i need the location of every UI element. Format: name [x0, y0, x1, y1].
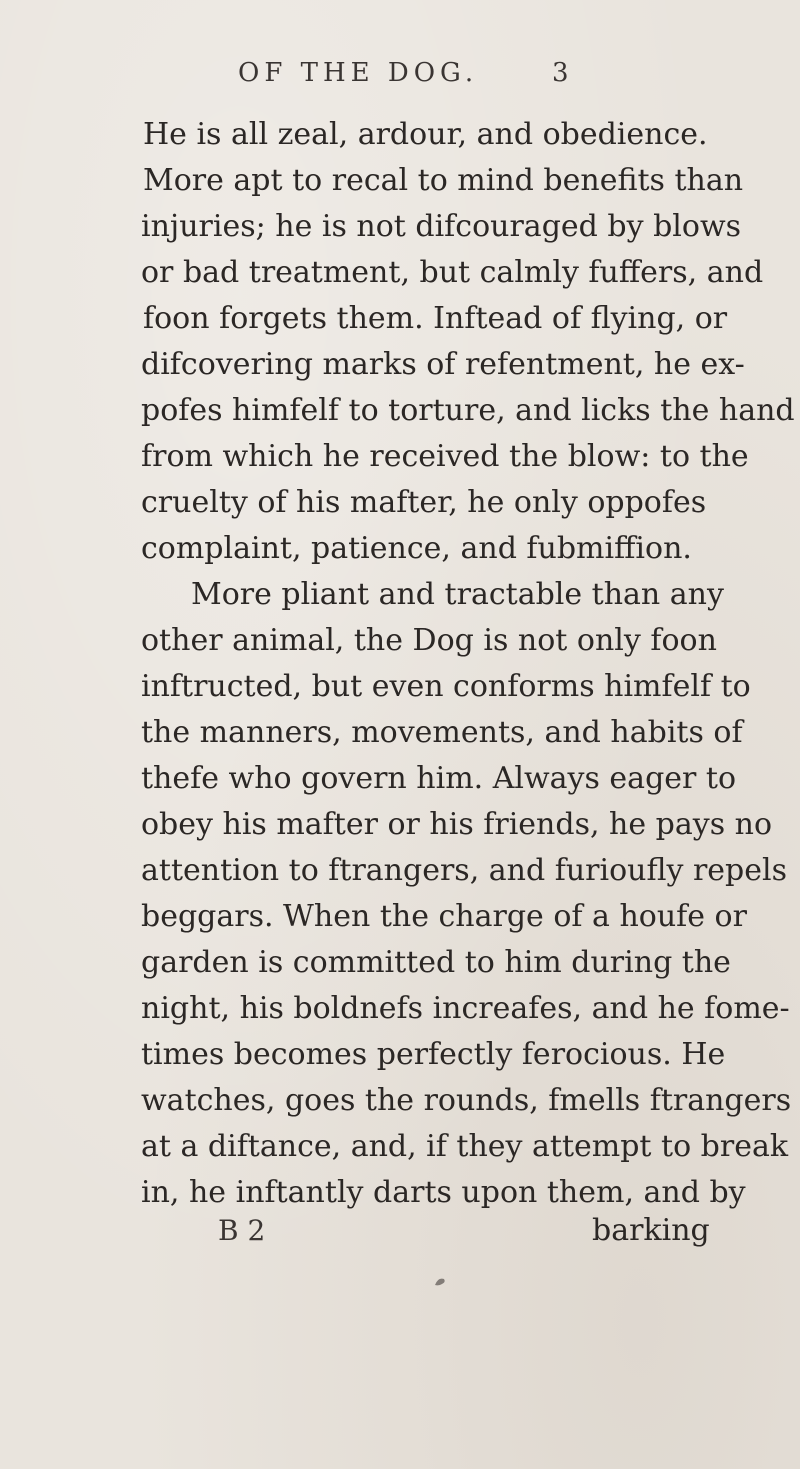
text-line: obey his mafter or his friends, he pays no	[141, 807, 773, 842]
text-line: More pliant and tractable than any	[191, 577, 724, 612]
footer	[0, 1208, 800, 1254]
text-line: complaint, patience, and fubmiffion.	[141, 531, 692, 566]
text-line: night, his boldnefs increafes, and he fome-	[141, 991, 790, 1026]
text-line: times becomes perfectly ferocious. He	[141, 1037, 726, 1072]
text-line: in, he inftantly darts upon them, and by	[141, 1175, 746, 1210]
running-head	[0, 58, 800, 98]
text-line: garden is committed to him during the	[141, 945, 731, 980]
signature-mark: B 2	[218, 1214, 266, 1247]
running-title: OF THE DOG.	[238, 58, 479, 88]
text-line: the manners, movements, and habits of	[141, 715, 743, 750]
text-line: injuries; he is not difcouraged by blows	[141, 209, 742, 244]
text-line: or bad treatment, but calmly fuffers, and	[141, 255, 764, 290]
text-line: at a diftance, and, if they attempt to break	[141, 1129, 789, 1164]
text-line: watches, goes the rounds, fmells ftrangers	[141, 1083, 792, 1118]
text-line: from which he received the blow: to the	[141, 439, 749, 474]
text-line: pofes himfelf to torture, and licks the hand	[141, 393, 795, 428]
text-line: attention to ftrangers, and furioufly repels	[141, 853, 787, 888]
ink-blot-icon	[433, 1276, 447, 1288]
text-line: foon forgets them. Inftead of flying, or	[143, 301, 728, 336]
page-number: 3	[552, 58, 569, 88]
text-line: beggars. When the charge of a houfe or	[141, 899, 747, 934]
text-line: cruelty of his mafter, he only oppofes	[141, 485, 707, 520]
text-line: thefe who govern him. Always eager to	[141, 761, 737, 796]
text-line: inftructed, but even conforms himfelf to	[141, 669, 751, 704]
text-line: He is all zeal, ardour, and obedience.	[143, 117, 708, 152]
catchword: barking	[592, 1213, 710, 1248]
text-line: other animal, the Dog is not only foon	[141, 623, 717, 658]
text-line: difcovering marks of refentment, he ex-	[141, 347, 745, 382]
text-line: More apt to recal to mind benefits than	[143, 163, 744, 198]
